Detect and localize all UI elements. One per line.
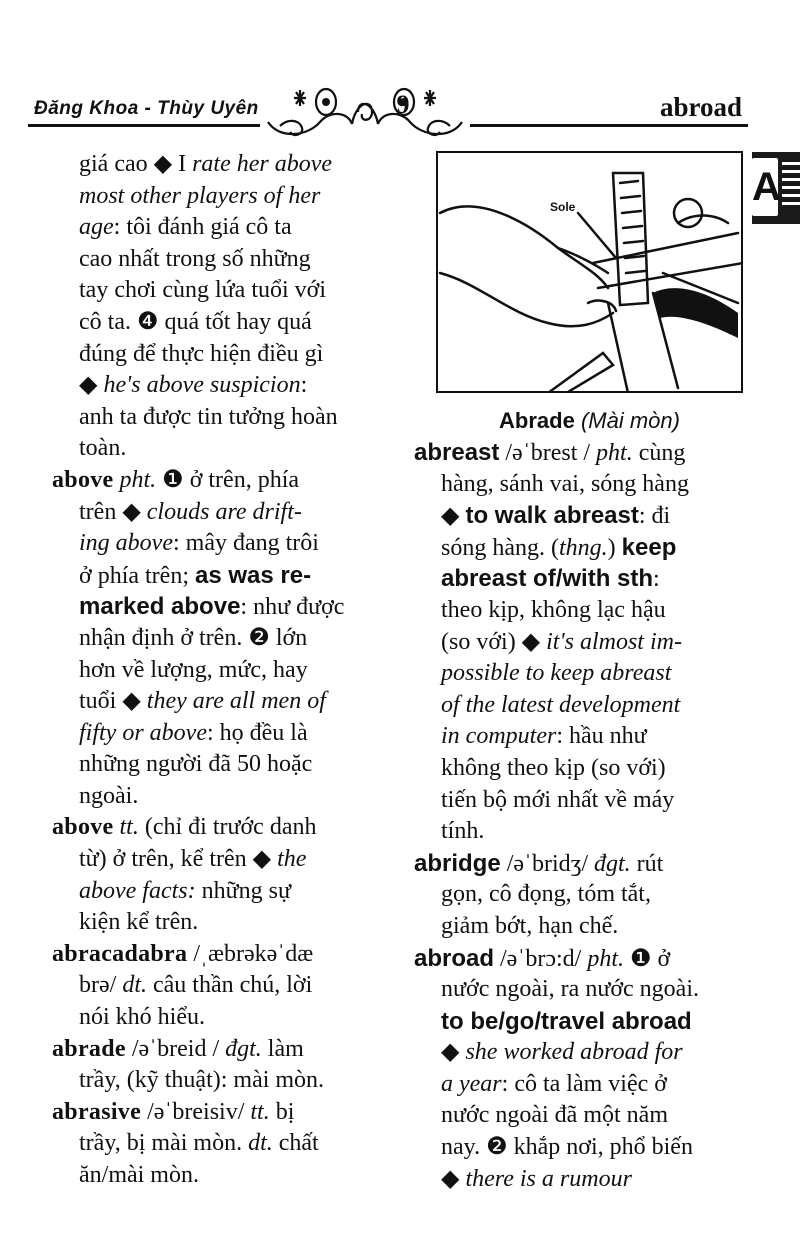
caption-gloss: (Mài mòn) [580, 408, 680, 433]
text: hơn về lượng, mức, hay [79, 656, 308, 683]
example: of the latest development [441, 691, 681, 718]
example: ing above [79, 530, 173, 557]
text: trầy, (kỹ thuật): mài mòn. [79, 1067, 325, 1094]
text: câu thần chú, lời [146, 972, 313, 999]
text: : hầu như [556, 723, 647, 750]
text: hàng, sánh vai, sóng hàng [441, 470, 689, 497]
example: fifty or above [79, 719, 207, 746]
abrade-illustration [436, 151, 743, 393]
text: tính. [441, 818, 485, 845]
entry-headword: abridge [414, 849, 501, 877]
text: (chỉ đi trước danh [138, 814, 317, 841]
pronunciation: /əˈbreid / [125, 1035, 226, 1062]
text: tiến bộ mới nhất về máy [441, 786, 675, 813]
text: không theo kịp (so với) [441, 754, 666, 781]
example: most other players of her [79, 182, 321, 209]
text: nay. ❷ khắp nơi, phổ biến [441, 1134, 693, 1161]
entry-abreast [414, 437, 744, 848]
part-of-speech: tt. [250, 1098, 270, 1125]
text: ❶ ở [623, 945, 671, 972]
pronunciation: /əˈbridʒ/ [500, 850, 594, 877]
text: gọn, cô đọng, tóm tắt, [441, 881, 651, 908]
text: sóng hàng. ( [441, 534, 559, 561]
text: : [653, 566, 660, 593]
pronunciation: /ˌæbrəkəˈdæ [187, 940, 314, 967]
part-of-speech: tt. [113, 814, 139, 841]
entry-headword: abracadabra [52, 940, 188, 967]
entry-headword: abroad [414, 944, 495, 972]
example: above facts: [79, 877, 196, 904]
entry-abroad [414, 943, 744, 1196]
text: : họ đều là [206, 719, 308, 746]
text: theo kịp, không lạc hậu [441, 596, 666, 623]
phrase: as was re- [195, 561, 312, 589]
entry-headword: abrade [52, 1035, 126, 1062]
entry-abrasive [52, 1097, 382, 1192]
pronunciation: brə/ [79, 972, 123, 999]
text: giá cao ◆ I [79, 151, 193, 177]
illustration-caption [436, 408, 743, 434]
thumb-index-tab [752, 152, 800, 224]
entry-headword: above [52, 466, 114, 493]
flourish-ornament-icon [260, 82, 470, 144]
text: ◆ [441, 1165, 466, 1192]
text: những người đã 50 hoặc [79, 751, 313, 778]
text: anh ta được tin tưởng hoàn [79, 403, 338, 430]
usage-label: thng. [558, 534, 608, 561]
running-headword: abroad [659, 92, 742, 122]
text: đúng để thực hiện điều gì [79, 340, 324, 367]
left-column [52, 149, 382, 1192]
example: he's above suspicion [103, 372, 301, 399]
hand-filing-icon [438, 153, 743, 393]
example: she worked abroad for [465, 1039, 683, 1066]
running-head-authors: Đăng Khoa - Thùy Uyên [34, 98, 259, 119]
part-of-speech: dt. [122, 972, 147, 999]
part-of-speech: dt. [248, 1130, 273, 1157]
example: there is a rumour [465, 1165, 632, 1192]
part-of-speech: pht. [596, 440, 633, 466]
text: (so với) ◆ [441, 628, 547, 655]
text: rút [630, 850, 664, 877]
part-of-speech: đgt. [593, 850, 631, 877]
entry-above-tt [52, 812, 382, 938]
example: clouds are drift- [146, 498, 302, 525]
entry-above-pht [52, 465, 382, 813]
pronunciation: /əˈbrest / [499, 440, 597, 466]
text: ở phía trên; [79, 562, 195, 589]
page-header [28, 88, 748, 148]
entry-abrade [52, 1034, 382, 1097]
text: trên ◆ [79, 498, 147, 525]
text: từ) ở trên, kể trên ◆ [79, 846, 278, 873]
example: they are all men of [146, 688, 326, 715]
text: tay chơi cùng lứa tuổi với [79, 277, 327, 304]
example: rate her above [192, 151, 333, 177]
part-of-speech: pht. [587, 945, 624, 972]
text: nhận định ở trên. ❷ lớn [79, 624, 308, 651]
phrase: keep [621, 533, 677, 561]
example: a year [441, 1070, 502, 1097]
phrase: marked above [79, 593, 241, 621]
text: ◆ [441, 503, 466, 530]
text: giảm bớt, hạn chế. [441, 912, 619, 939]
text: nói khó hiểu. [79, 1004, 205, 1031]
text: ăn/mài mòn. [79, 1162, 199, 1188]
example: age [79, 214, 114, 241]
text: : như được [240, 594, 345, 621]
text: những sự [195, 877, 291, 904]
thumb-index-stripes [782, 162, 800, 210]
example: in computer [441, 723, 557, 750]
text: ◆ [79, 372, 104, 399]
text: kiện kể trên. [79, 909, 199, 936]
text: ngoài. [79, 782, 139, 809]
entry-abracadabra [52, 939, 382, 1034]
text: nước ngoài, ra nước ngoài. [441, 976, 699, 1003]
caption-word: Abrade [499, 408, 575, 433]
text: cao nhất trong số những [79, 245, 311, 272]
phrase: abreast of/with sth [441, 565, 654, 593]
page-number: 9 [396, 90, 410, 119]
entry-headword: abreast [414, 439, 500, 466]
text: cùng [632, 440, 686, 466]
text: nước ngoài đã một năm [441, 1102, 668, 1129]
example: the [277, 846, 307, 873]
part-of-speech: đgt. [225, 1035, 262, 1062]
example: possible to keep abreast [441, 660, 672, 687]
entry-headword: above [52, 814, 114, 841]
text: : [300, 372, 308, 399]
entry-abridge [414, 848, 744, 943]
example: it's almost im- [546, 628, 682, 655]
illustration-label: Sole [550, 200, 576, 214]
text: trầy, bị mài mòn. [79, 1130, 249, 1157]
text: toàn. [79, 435, 127, 462]
text: ) [607, 534, 622, 561]
thumb-index-letter: A [752, 158, 778, 216]
part-of-speech: pht. [113, 466, 157, 493]
text: ◆ [441, 1039, 466, 1066]
text: : cô ta làm việc ở [501, 1070, 667, 1097]
entry-headword: abrasive [52, 1098, 142, 1125]
text: bị [269, 1098, 295, 1125]
text: : đi [638, 503, 671, 530]
text: : mây đang trôi [172, 530, 319, 557]
text: cô ta. ❹ quá tốt hay quá [79, 308, 312, 335]
text: làm [261, 1035, 304, 1062]
pronunciation: /əˈbrɔ:d/ [494, 945, 588, 972]
phrase: to be/go/travel abroad [441, 1007, 692, 1035]
text: chất [272, 1130, 319, 1157]
right-column [414, 437, 744, 1195]
text: tuổi ◆ [79, 688, 147, 715]
text: : tôi đánh giá cô ta [113, 214, 292, 241]
phrase: to walk abreast [465, 502, 639, 530]
pronunciation: /əˈbreisiv/ [141, 1098, 251, 1125]
continued-entry [52, 149, 382, 465]
text: ❶ ở trên, phía [156, 466, 300, 493]
